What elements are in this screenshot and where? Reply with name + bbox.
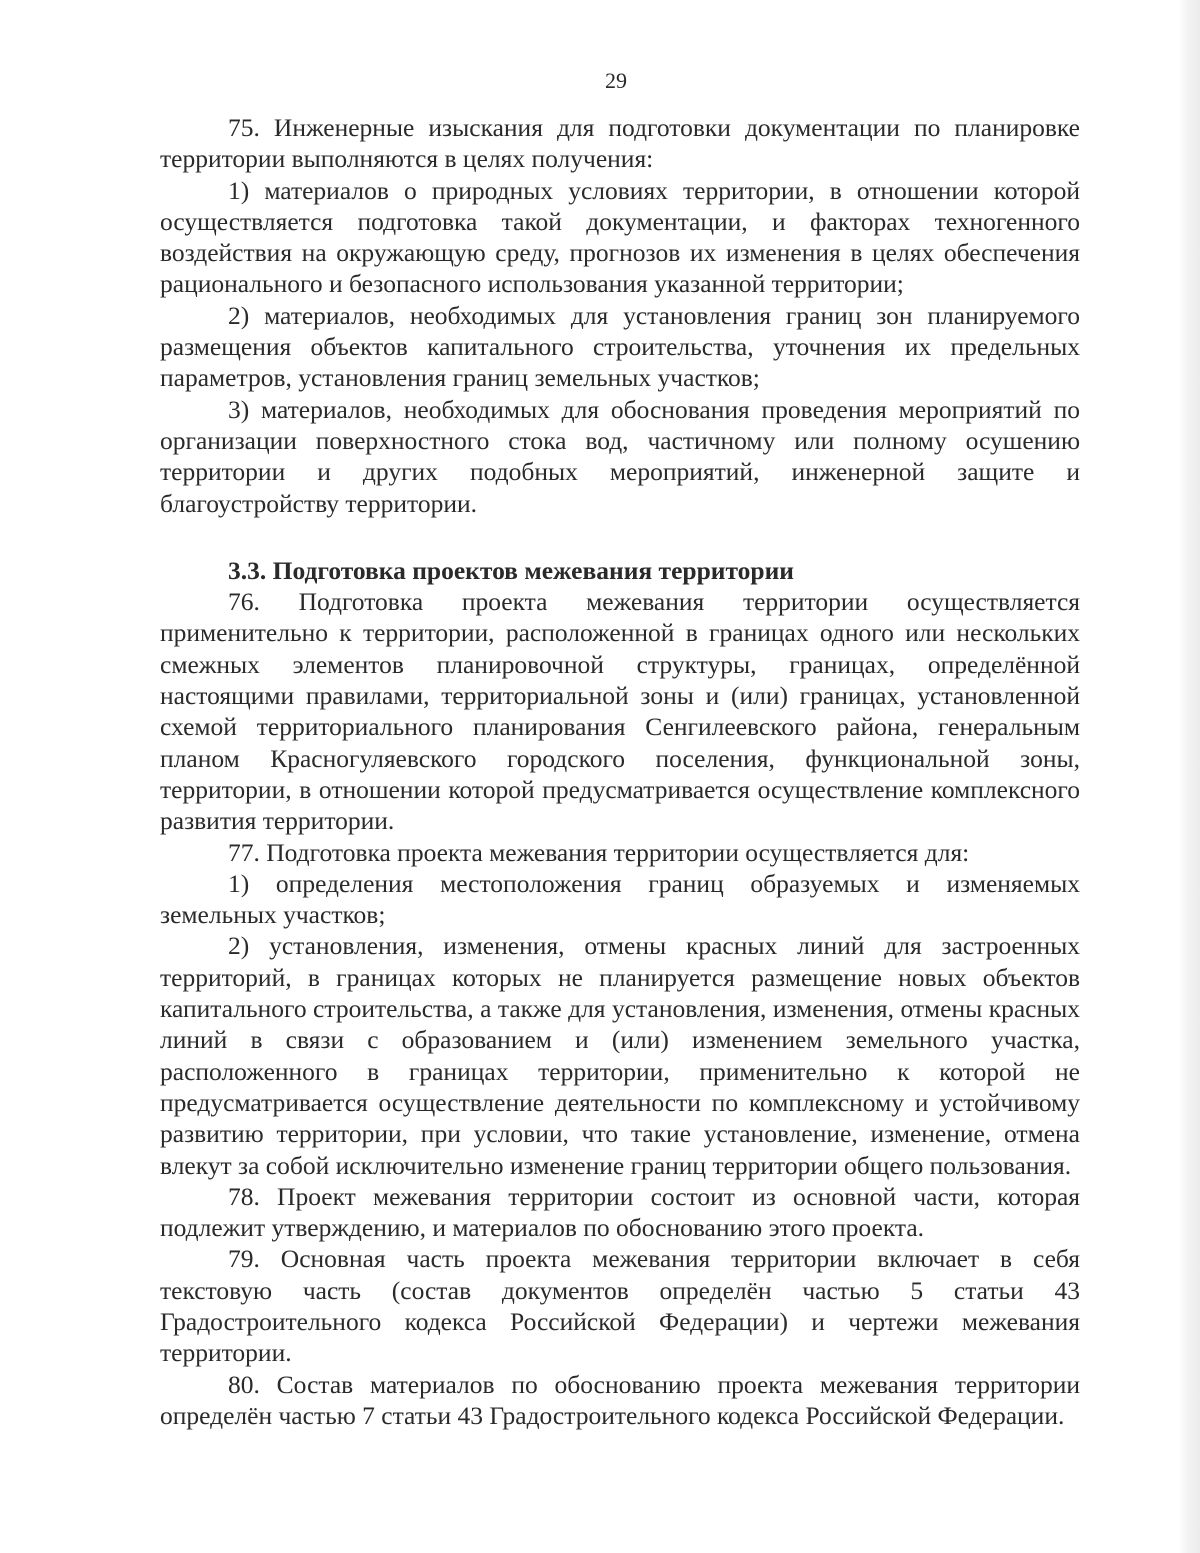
paragraph-75: 75. Инженерные изыскания для подготовки документации по планировке территории выполняются в целях получения:	[160, 113, 1080, 174]
scan-edge-shadow	[1178, 0, 1200, 1553]
paragraph-76: 76. Подготовка проекта межевания территории осуществляется применительно к территории, расположенной в границах одного или нескольких смежных элементов планировочной структуры, границах, определённой настоящими правилами, территориальной зоны и (или) границах, установленной схемой территориального планирования Сенгилеевского района, генеральным планом Красногуляевского городского поселения, функциональной зоны, территории, в отношении которой предусматривается осуществление комплексного развития территории.	[160, 587, 1080, 836]
list-item-77-1: 1) определения местоположения границ образуемых и изменяемых земельных участков;	[160, 868, 1080, 930]
paragraph-77: 77. Подготовка проекта межевания территории осуществляется для:	[228, 837, 970, 867]
list-item-75-2: 2) материалов, необходимых для установления границ зон планируемого размещения объектов капитального строительства, уточнения их предельных параметров, установления границ земельных участков;	[160, 300, 1080, 393]
list-item-75-1: 1) материалов о природных условиях территории, в отношении которой осуществляется подготовка такой документации, и факторах техногенного воздействия на окружающую среду, прогнозов их изменения в целях обеспечения рационального и безопасного использования указанной территории;	[160, 175, 1080, 299]
paragraph-78: 78. Проект межевания территории состоит из основной части, которая подлежит утверждению, и материалов по обоснованию этого проекта.	[160, 1181, 1080, 1243]
list-item-75-3: 3) материалов, необходимых для обоснования проведения мероприятий по организации поверхностного стока вод, частичному или полному осушению территории и других подобных мероприятий, инженерной защите и благоустройству территории.	[160, 394, 1080, 518]
section-heading: 3.3. Подготовка проектов межевания территории	[228, 555, 794, 585]
document-body	[160, 112, 1080, 1431]
page-number: 29	[605, 68, 627, 93]
paragraph-80: 80. Состав материалов по обоснованию проекта межевания территории определён частью 7 статьи 43 Градостроительного кодекса Российской Федерации.	[160, 1369, 1080, 1430]
list-item-77-2: 2) установления, изменения, отмены красных линий для застроенных территорий, в границах которых не планируется размещение новых объектов капитального строительства, а также для установления, изменения, отмены красных линий в связи с образованием и (или) изменением земельного участка, расположенного в границах территории, применительно к которой не предусматривается осуществление деятельности по комплексному и устойчивому развитию территории, при условии, что такие установление, изменение, отмена влекут за собой исключительно изменение границ территории общего пользования.	[160, 931, 1080, 1180]
paragraph-79: 79. Основная часть проекта межевания территории включает в себя текстовую часть (состав документов определён частью 5 статьи 43 Градостроительного кодекса Российской Федерации) и чертежи межевания территории.	[160, 1244, 1080, 1368]
